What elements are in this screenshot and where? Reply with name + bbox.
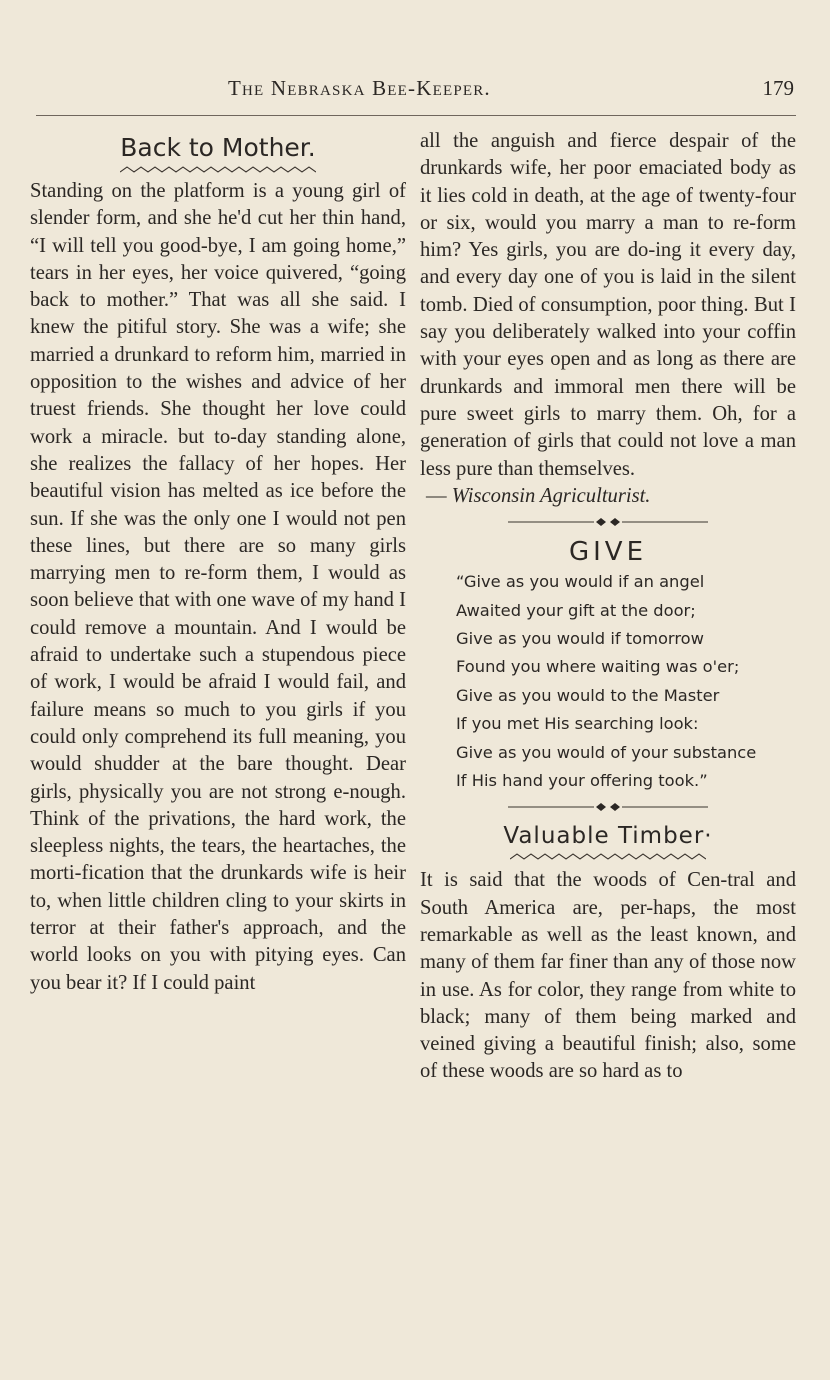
running-head [0,76,830,106]
article-title-back-to-mother: Back to Mother. [120,133,316,162]
poem-line: Found you where waiting was o'er; [456,657,740,677]
left-column [30,128,406,997]
poem-line: “Give as you would if an angel [456,572,705,592]
right-column [420,128,796,1086]
article-continuation: all the anguish and fierce despair of the drunkards wife, her poor emaciated body as it lies cold in death, at the age of twenty-four or six, would you marry a man to re-form him? Yes girls, you are do-ing it every day, and every day one of you is laid in the silent tomb. Died of consumption, poor thing. But I say you deliberately walked into your coffin with your eyes open and as long as there are drunkards and immoral men there will be pure sweet girls to marry them. Oh, for a generation of girls that could not love a man less pure than themselves. [420,130,796,480]
poem-line: Awaited your gift at the door; [456,600,696,620]
poem-title-give: GIVE [568,537,648,568]
wavy-ornament-rule [510,853,706,861]
attribution-dash: — [426,484,447,507]
diamond-divider [508,516,708,528]
poem-line: If His hand your offering took.” [456,771,708,790]
article-attribution [420,483,796,510]
poem-line: If you met His searching look: [456,714,699,734]
diamond-divider [508,801,708,813]
header-rule [36,115,796,116]
poem-line: Give as you would of your substance [456,742,757,762]
article-body-back-to-mother: Standing on the platform is a young girl of slender form, and she he'd cut her thin hand, “I will tell you good-bye, I am going home,” tears in her eyes, her voice quivered, “going back to mother.” That was all she said. I knew the pitiful story. She was a wife; she married a drunkard to reform him, married in opposition to the wishes and advice of her truest friends. She thought her love could work a miracle. but to-day standing alone, she realizes the fallacy of her hopes. Her beautiful vision has melted as ice before the sun. If she was the only one I would not pen these lines, but there are so many girls marrying men to re-form them, I would as soon believe that with one wave of my hand I could remove a mountain. And I would be afraid to undertake such a stupendous piece of work, I would be afraid I would fail, and failure means so much to you girls if you could only comprehend its full meaning, you would shudder at the bare thought. Dear girls, physically you are not strong e-nough. Think of the privations, the hard work, the sleepless nights, the tears, the heartaches, the morti-fication that the drunkards wife is heir to, when little children cling to your skirts in terror at their father's approach, and the world looks on you with pitying eyes. Can you bear it? If I could paint [30,180,406,994]
article-body-valuable-timber: It is said that the woods of Cen-tral and South America are, per-haps, the most remarkable as well as the least known, and many of them far finer than any of those now in use. As for color, they range from white to black; many of them being marked and veined giving a beautiful finish; also, some of these woods are so hard as to [420,869,796,1083]
poem-give [420,568,796,795]
poem-line: Give as you would if tomorrow [456,628,704,648]
poem-line: Give as you would to the Master [456,685,720,705]
journal-title: The Nebraska Bee-Keeper. [228,76,491,100]
attribution-source: Wisconsin Agriculturist. [451,484,651,507]
page-number: 179 [762,76,794,100]
wavy-ornament-rule [120,166,316,174]
article-title-valuable-timber: Valuable Timber· [503,823,713,850]
